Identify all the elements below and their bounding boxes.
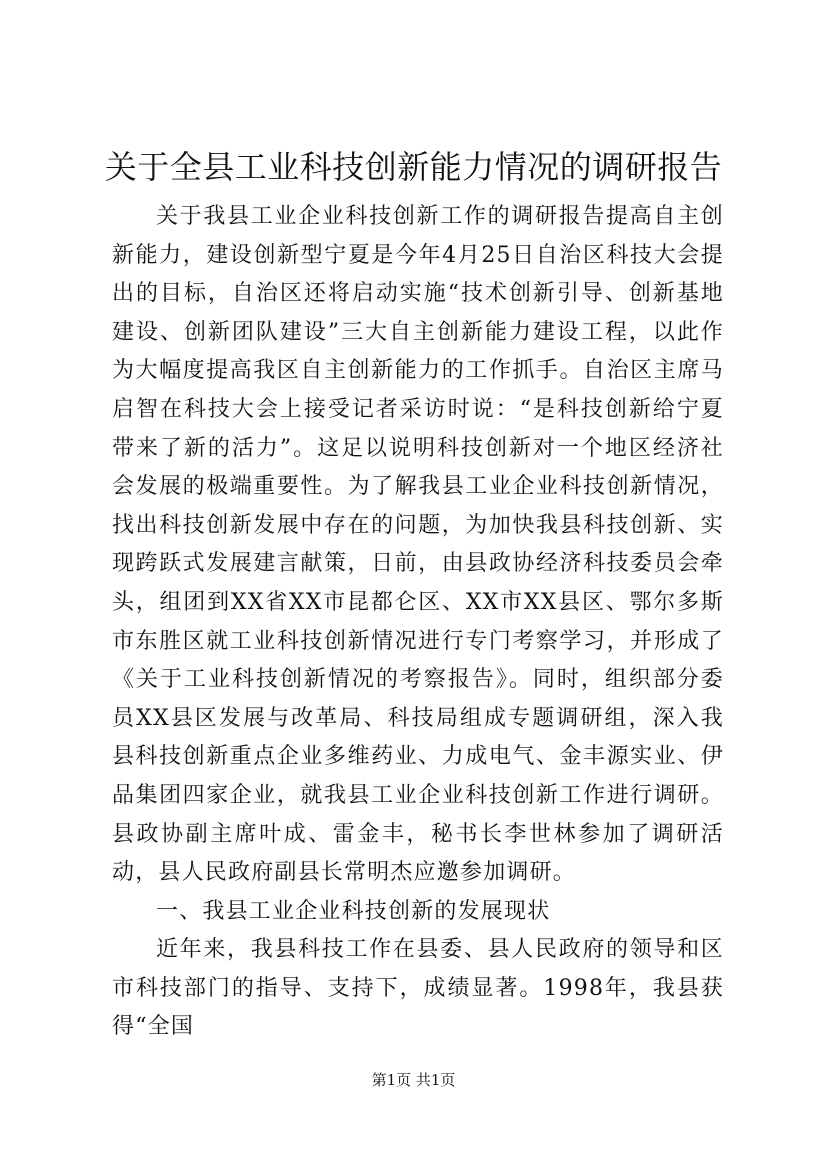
section-heading-1: 一、我县工业企业科技创新的发展现状 <box>156 898 551 924</box>
document-body <box>112 198 724 1047</box>
paragraph-section-1: 近年来，我县科技工作在县委、县人民政府的领导和区市科技部门的指导、支持下，成绩显著。1998年，我县获得“全国 <box>112 937 724 1040</box>
page-total: 共1页 <box>415 1071 456 1089</box>
page-number: 第1页 <box>371 1071 412 1089</box>
paragraph-intro: 关于我县工业企业科技创新工作的调研报告提高自主创新能力，建设创新型宁夏是今年4月25日自治区科技大会提出的目标，自治区还将启动实施“技术创新引导、创新基地建设、创新团队建设”三大自主创新能力建设工程，以此作为大幅度提高我区自主创新能力的工作抓手。自治区主席马启智在科技大会上接受记者采访时说：“是科技创新给宁夏带来了新的活力”。这足以说明科技创新对一个地区经济社会发展的极端重要性。为了解我县工业企业科技创新情况，找出科技创新发展中存在的问题，为加快我县科技创新、实现跨跃式发展建言献策，日前，由县政协经济科技委员会牵头，组团到XX省XX市昆都仑区、XX市XX县区、鄂尔多斯市东胜区就工业科技创新情况进行专门考察学习，并形成了《关于工业科技创新情况的考察报告》。同时，组织部分委员XX县区发展与改革局、科技局组成专题调研组，深入我县科技创新重点企业多维药业、力成电气、金丰源实业、伊品集团四家企业，就我县工业企业科技创新工作进行调研。县政协副主席叶成、雷金丰，秘书长李世林参加了调研活动，县人民政府副县长常明杰应邀参加调研。 <box>112 204 724 886</box>
document-title: 关于全县工业科技创新能力情况的调研报告 <box>104 148 723 186</box>
page-footer <box>0 1069 827 1091</box>
